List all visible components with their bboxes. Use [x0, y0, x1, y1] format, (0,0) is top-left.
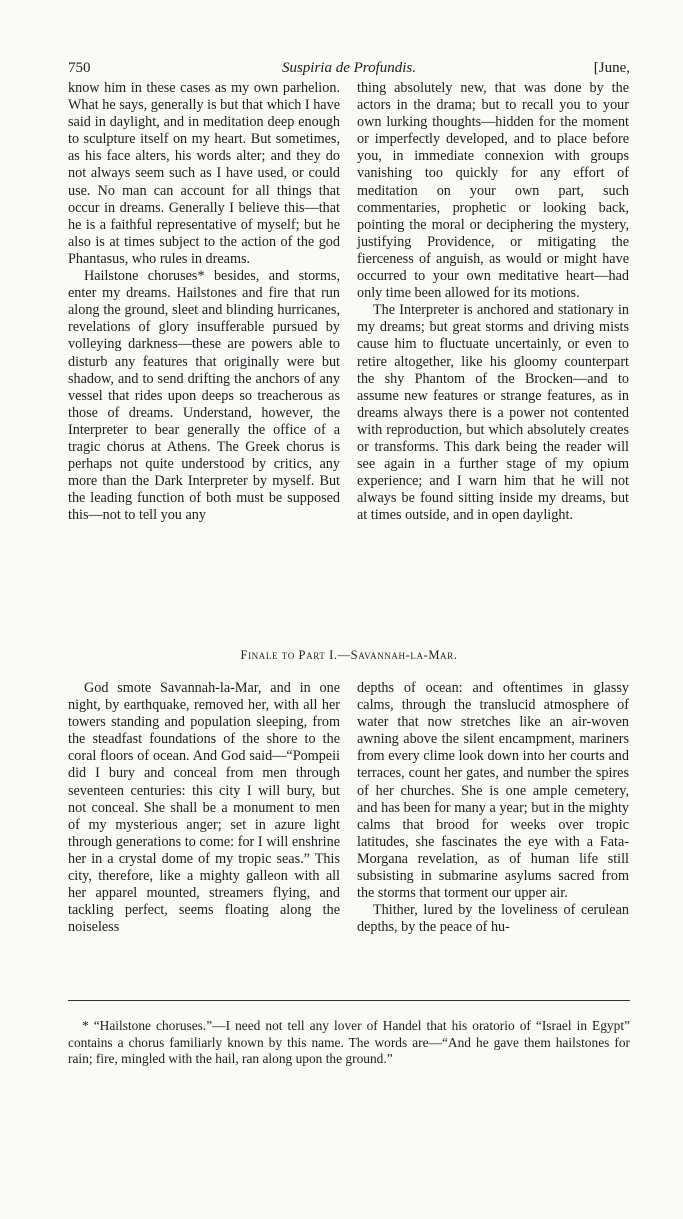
footnote-rule — [68, 1000, 630, 1001]
top-right-column — [357, 80, 629, 524]
section-heading: Finale to Part I.—Savannah-la-Mar. — [240, 648, 458, 662]
issue-month: [June, — [593, 60, 630, 76]
paragraph: depths of ocean: and oftentimes in glassy calms, through the translucid atmosphere of water that now stretches like an air-woven awning above the silent encampment, mariners from every clime look down into her courts and terraces, count her gates, and number the spires of her churches. She is one ample cemetery, and has been for many a year; but in the mighty calms that brood for weeks over tropic latitudes, she fascinates the eye with a Fata-Morgana revelation, as of human life still subsisting in submarine asylums sacred from the storms that torment our upper air. — [357, 680, 629, 902]
running-header — [68, 60, 630, 82]
paragraph: Hailstone choruses* besides, and storms, enter my dreams. Hailstones and fire that run along the ground, sleet and blinding hurricanes, revelations of glory insufferable pursued by volleying darkness—these are powers able to disturb any features that originally were but shadow, and to send drifting the anchors of any vessel that rides upon deeps so treacherous as those of dreams. Understand, however, the Interpreter to bear generally the office of a tragic chorus at Athens. The Greek chorus is perhaps not quite understood by critics, any more than the Dark Interpreter by myself. But the leading function of both must be supposed this—not to tell you any — [68, 268, 340, 524]
page-number: 750 — [68, 60, 91, 76]
bottom-left-column — [68, 680, 340, 936]
footnote — [68, 1018, 630, 1068]
paragraph: know him in these cases as my own parhelion. What he says, generally is but that which I have said in daylight, and in meditation deep enough to sculpture itself on my heart. But sometimes, as his face alters, his words alter; and they do not always seem such as I have used, or could use. No man can account for all things that occur in dreams. Generally I believe this—that he is a faithful representative of myself; but he also is at times subject to the action of the god Phantasus, who rules in dreams. — [68, 80, 340, 267]
paragraph: thing absolutely new, that was done by the actors in the drama; but to recall you to your own lurking thoughts—hidden for the moment or imperfectly developed, and to place before you, in immediate connexion with groups vanishing too quickly for any effort of meditation on your own part, such commentaries, prophetic or looking back, pointing the moral or deciphering the mystery, justifying Providence, or mitigating the fierceness of anguish, as would or might have occurred to your own meditative heart—had only time been allowed for its motions. — [357, 80, 629, 302]
paragraph: God smote Savannah-la-Mar, and in one night, by earthquake, removed her, with all her towers standing and population sleeping, from the steadfast foundations of the shore to the coral floors of ocean. And God said—“Pompeii did I bury and conceal from men through seventeen centuries: this city I will bury, but not conceal. She shall be a monument to men of my mysterious anger; set in azure light through generations to come: for I will enshrine her in a crystal dome of my tropic seas.” This city, therefore, like a mighty galleon with all her apparel mounted, streamers flying, and tackling perfect, seems floating along the noiseless — [68, 680, 340, 936]
paragraph: The Interpreter is anchored and stationary in my dreams; but great storms and driving mists cause him to fluctuate uncertainly, or even to retire altogether, like his gloomy counterpart the shy Phantom of the Brocken—and to assume new features or strange features, as in dreams always there is a power not contented with reproduction, but which absolutely creates or transforms. This dark being the reader will see again in a further stage of my opium experience; and I warn him that he will not always be found sitting inside my dreams, but at times outside, and in open daylight. — [357, 302, 629, 524]
footnote-text: * “Hailstone choruses.”—I need not tell any lover of Handel that his oratorio of “Israel in Egypt” contains a chorus familiarly known by this name. The words are—“And he gave them hailstones for rain; fire, mingled with the hail, ran along upon the ground.” — [68, 1018, 630, 1066]
top-left-column — [68, 80, 340, 524]
paragraph: Thither, lured by the loveliness of cerulean depths, by the peace of hu- — [357, 902, 629, 936]
bottom-right-column — [357, 680, 629, 936]
running-title: Suspiria de Profundis. — [281, 60, 417, 76]
